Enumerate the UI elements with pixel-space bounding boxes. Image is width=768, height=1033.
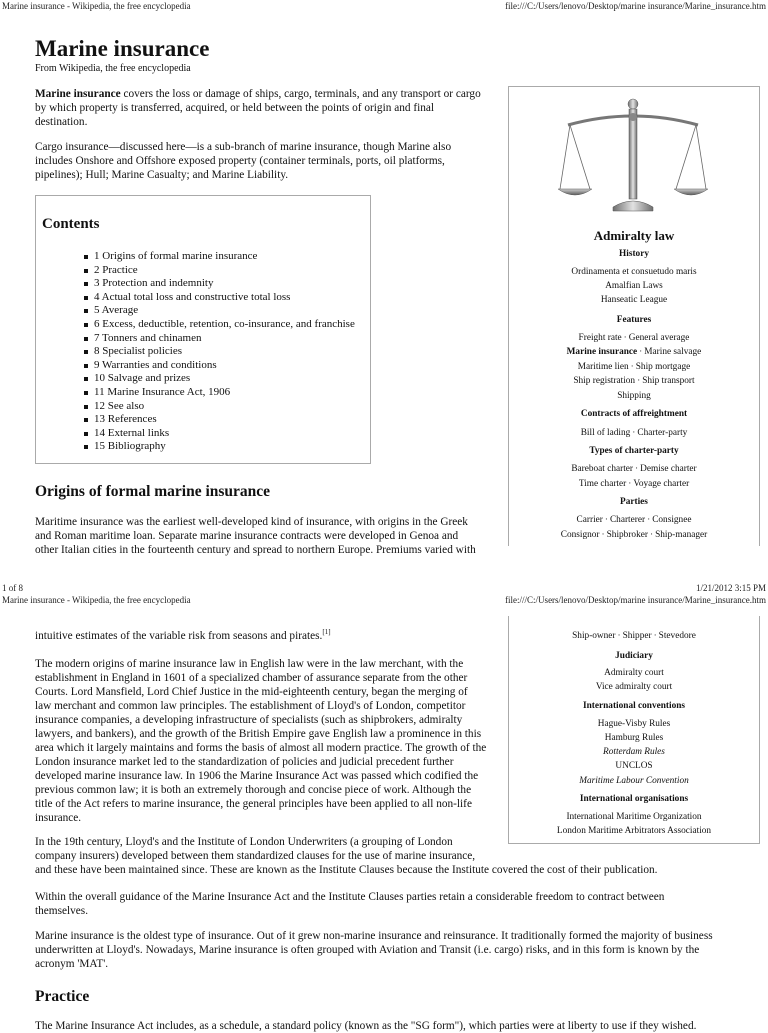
print-header-url: file:///C:/Users/lenovo/Desktop/marine insurance/Marine_insurance.htm xyxy=(505,595,766,605)
separator: · xyxy=(649,530,654,540)
print-header-title: Marine insurance - Wikipedia, the free encyclopedia xyxy=(2,595,191,605)
infobox-link[interactable]: Amalfian Laws xyxy=(605,281,663,291)
separator: · xyxy=(632,428,636,438)
infobox-admiralty-law xyxy=(508,86,760,546)
page-title: Marine insurance xyxy=(35,36,210,61)
infobox-link[interactable]: Shipping xyxy=(617,391,651,401)
page-break xyxy=(0,563,768,595)
body-line: establishment in England in 1601 of a specialized chamber of assurance separate from the other xyxy=(35,672,468,684)
body-line: other Italian cities in the fourteenth century and spread to northern Europe. Premiums varied with xyxy=(35,544,476,556)
infobox-link[interactable] xyxy=(509,747,759,757)
intro-bold-term: Marine insurance xyxy=(35,88,121,100)
infobox-link[interactable]: Ship registration xyxy=(573,376,636,386)
body-line: insurance. xyxy=(35,812,82,824)
intro-paragraph xyxy=(35,87,505,129)
infobox-link[interactable]: UNCLOS xyxy=(615,761,653,771)
infobox-link[interactable]: Ship-manager xyxy=(655,530,708,540)
infobox-row xyxy=(509,515,759,525)
infobox-title: Admiralty law xyxy=(593,228,675,243)
body-line: previous common law; it is both an extremely thorough and concise piece of work. Although the xyxy=(35,784,472,796)
origins-paragraph-1-continued xyxy=(35,629,505,643)
toc-item[interactable]: 13 References xyxy=(84,413,355,427)
body-line: developed marine insurance law. In 1906 the Marine Insurance Act was passed which codified the xyxy=(35,770,479,782)
infobox-row xyxy=(509,347,759,357)
section-heading-practice: Practice xyxy=(35,988,90,1005)
scales-of-justice-icon xyxy=(558,97,708,215)
separator: · xyxy=(630,362,634,372)
infobox-link[interactable]: Shipbroker xyxy=(606,530,648,540)
infobox-section-parties: Parties xyxy=(620,497,648,507)
toc-item[interactable]: 6 Excess, deductible, retention, co-insurance, and franchise xyxy=(84,318,355,332)
infobox-section-contracts: Contracts of affreightment xyxy=(580,409,688,419)
toc-item[interactable]: 14 External links xyxy=(84,427,355,441)
toc-list xyxy=(84,250,355,454)
body-line: London insurance market led to the standardization of policies and judicial precedent further xyxy=(35,756,454,768)
cargo-line: Cargo insurance—discussed here—is a sub-branch of marine insurance, though Marine also xyxy=(35,141,452,153)
infobox-link[interactable]: Consignor xyxy=(560,530,600,540)
infobox-link[interactable]: Marine salvage xyxy=(644,347,702,357)
toc-item[interactable]: 4 Actual total loss and constructive total loss xyxy=(84,291,355,305)
infobox-row xyxy=(509,631,759,641)
infobox-link[interactable] xyxy=(509,776,759,786)
body-line: law merchant and common law principles. The establishment of Lloyd's of London, competitor xyxy=(35,700,466,712)
infobox-section-features: Features xyxy=(616,315,652,325)
toc-item[interactable]: 9 Warranties and conditions xyxy=(84,359,355,373)
infobox-admiralty-law-continued xyxy=(508,616,760,844)
cargo-paragraph xyxy=(35,140,505,182)
infobox-link-italic[interactable]: Maritime Labour Convention xyxy=(579,776,689,786)
origins-paragraph-1 xyxy=(35,515,505,557)
infobox-section-history: History xyxy=(619,249,649,259)
table-of-contents xyxy=(35,195,371,464)
body-line: underwritten at Lloyd's. Nowadays, Marine insurance is often grouped with Aviation and Transit (i.e. cargo) risks, and in this form is known by the xyxy=(35,944,700,956)
body-line: and Roman maritime loan. Separate marine insurance contracts were developed in Genoa and xyxy=(35,530,459,542)
body-line: insurance companies, a developing infrastructure of specialists (such as shipbrokers, admiralty xyxy=(35,714,463,726)
infobox-link[interactable]: Time charter xyxy=(578,479,627,489)
infobox-link[interactable]: Bill of lading xyxy=(580,428,631,438)
body-line: title of the Act refers to marine insurance, the general principles have been applied to all non-life xyxy=(35,798,472,810)
infobox-row xyxy=(509,464,759,474)
toc-item[interactable]: 3 Protection and indemnity xyxy=(84,277,355,291)
infobox-link[interactable]: London Maritime Arbitrators Association xyxy=(556,826,712,836)
toc-item[interactable]: 2 Practice xyxy=(84,264,355,278)
infobox-current-page: Marine insurance xyxy=(566,347,638,357)
body-line: Courts. Lord Mansfield, Lord Chief Justice in the mid-eighteenth century, began the merging of xyxy=(35,686,468,698)
infobox-link[interactable]: Hanseatic League xyxy=(600,295,668,305)
separator: · xyxy=(601,530,605,540)
intro-line: destination. xyxy=(35,116,88,128)
infobox-link[interactable]: Consignee xyxy=(652,515,692,525)
infobox-row xyxy=(509,428,759,438)
print-footer-date: 1/21/2012 3:15 PM xyxy=(695,583,766,593)
toc-item[interactable]: 10 Salvage and prizes xyxy=(84,372,355,386)
separator: · xyxy=(617,631,621,641)
infobox-row xyxy=(509,376,759,386)
practice-paragraph: The Marine Insurance Act includes, as a schedule, a standard policy (known as the "SG form"), which parties were at liberty to use if they wished. xyxy=(35,1020,697,1032)
separator: · xyxy=(647,515,651,525)
separator: · xyxy=(653,631,657,641)
infobox-link[interactable]: Freight rate xyxy=(578,333,622,343)
toc-item[interactable]: 12 See also xyxy=(84,400,355,414)
infobox-link[interactable]: Ship-owner xyxy=(572,631,616,641)
body-line: and these have been maintained since. These are known as the Institute Clauses because the Institute covered the cost of their publication. xyxy=(35,864,658,876)
toc-item[interactable]: 1 Origins of formal marine insurance xyxy=(84,250,355,264)
body-line: Within the overall guidance of the Marine Insurance Act and the Institute Clauses parties retain a considerable freedom to contract between xyxy=(35,891,665,903)
intro-line: covers the loss or damage of ships, cargo, terminals, and any transport or cargo xyxy=(120,88,481,100)
separator: · xyxy=(623,333,627,343)
body-line: company insurers) developed between them standardized clauses for the use of marine insurance, xyxy=(35,850,476,862)
infobox-link[interactable]: General average xyxy=(628,333,690,343)
infobox-link[interactable]: Charterer xyxy=(609,515,646,525)
infobox-link[interactable]: Ship mortgage xyxy=(635,362,691,372)
infobox-row xyxy=(509,479,759,489)
infobox-link[interactable]: Bareboat charter xyxy=(571,464,634,474)
infobox-link[interactable]: Stevedore xyxy=(658,631,696,641)
toc-item[interactable]: 5 Average xyxy=(84,304,355,318)
section-heading-origins: Origins of formal marine insurance xyxy=(35,483,271,500)
print-header-url: file:///C:/Users/lenovo/Desktop/marine insurance/Marine_insurance.htm xyxy=(505,1,766,11)
body-line: Marine insurance is the oldest type of insurance. Out of it grew non-marine insurance and reinsurance. It traditionally formed the majority of business xyxy=(35,930,713,942)
separator: · xyxy=(639,347,643,357)
toc-item[interactable]: 15 Bibliography xyxy=(84,440,355,454)
body-line: intuitive estimates of the variable risk from seasons and pirates. xyxy=(35,630,323,642)
infobox-link[interactable]: Voyage charter xyxy=(633,479,690,489)
infobox-section-conventions: International conventions xyxy=(582,701,686,711)
separator: · xyxy=(604,515,608,525)
separator: · xyxy=(635,464,639,474)
intro-line: by which property is transferred, acquired, or held between the points of origin and final xyxy=(35,102,435,114)
infobox-link[interactable]: Demise charter xyxy=(640,464,697,474)
infobox-link[interactable]: Charter-party xyxy=(637,428,688,438)
infobox-link[interactable]: Ordinamenta et consuetudo maris xyxy=(571,267,697,277)
print-footer-page: 1 of 8 xyxy=(2,583,23,593)
infobox-section-charter-types: Types of charter-party xyxy=(589,446,679,456)
infobox-link[interactable]: Maritime lien xyxy=(577,362,629,372)
cargo-line: pipelines); Hull; Marine Casualty; and Marine Liability. xyxy=(35,169,289,181)
infobox-link[interactable]: Ship transport xyxy=(642,376,695,386)
infobox-row xyxy=(509,362,759,372)
infobox-row xyxy=(509,333,759,343)
infobox-link[interactable]: Hamburg Rules xyxy=(604,733,664,743)
body-line: area which it largely maintains and forms the basis of almost all modern practice. The growth of the xyxy=(35,742,487,754)
origins-paragraph-2 xyxy=(35,657,505,825)
infobox-row xyxy=(509,530,759,540)
page-subtitle: From Wikipedia, the free encyclopedia xyxy=(35,63,191,74)
body-line: In the 19th century, Lloyd's and the Institute of London Underwriters (a grouping of London xyxy=(35,836,453,848)
contents-title: Contents xyxy=(42,216,100,232)
body-line: lawyers, and bankers), and the growth of the British Empire gave English law a prominence in this xyxy=(35,728,482,740)
infobox-section-organisations: International organisations xyxy=(579,794,689,804)
body-line: Maritime insurance was the earliest well-developed kind of insurance, with origins in the Greek xyxy=(35,516,468,528)
separator: · xyxy=(637,376,641,386)
origins-paragraph-4 xyxy=(35,890,765,918)
body-line: acronym 'MAT'. xyxy=(35,958,109,970)
toc-item[interactable]: 11 Marine Insurance Act, 1906 xyxy=(84,386,355,400)
body-line: themselves. xyxy=(35,905,89,917)
print-header-title: Marine insurance - Wikipedia, the free encyclopedia xyxy=(2,1,191,11)
infobox-link[interactable]: Shipper xyxy=(622,631,652,641)
body-line: The modern origins of marine insurance law in English law were in the law merchant, with the xyxy=(35,658,464,670)
separator: · xyxy=(628,479,632,489)
cargo-line: includes Onshore and Offshore exposed property (container terminals, ports, oil platforms, xyxy=(35,155,445,167)
infobox-link[interactable]: International Maritime Organization xyxy=(566,812,702,822)
infobox-link[interactable]: Hague-Visby Rules xyxy=(597,719,671,729)
origins-paragraph-5 xyxy=(35,929,765,971)
toc-item[interactable]: 8 Specialist policies xyxy=(84,345,355,359)
infobox-link[interactable]: Vice admiralty court xyxy=(595,682,673,692)
infobox-section-judiciary: Judiciary xyxy=(615,651,653,661)
reference-link[interactable]: [1] xyxy=(322,628,331,637)
infobox-link[interactable]: Carrier xyxy=(576,515,603,525)
infobox-link-italic[interactable]: Rotterdam Rules xyxy=(603,747,665,757)
toc-item[interactable]: 7 Tonners and chinamen xyxy=(84,332,355,346)
infobox-link[interactable]: Admiralty court xyxy=(604,668,664,678)
